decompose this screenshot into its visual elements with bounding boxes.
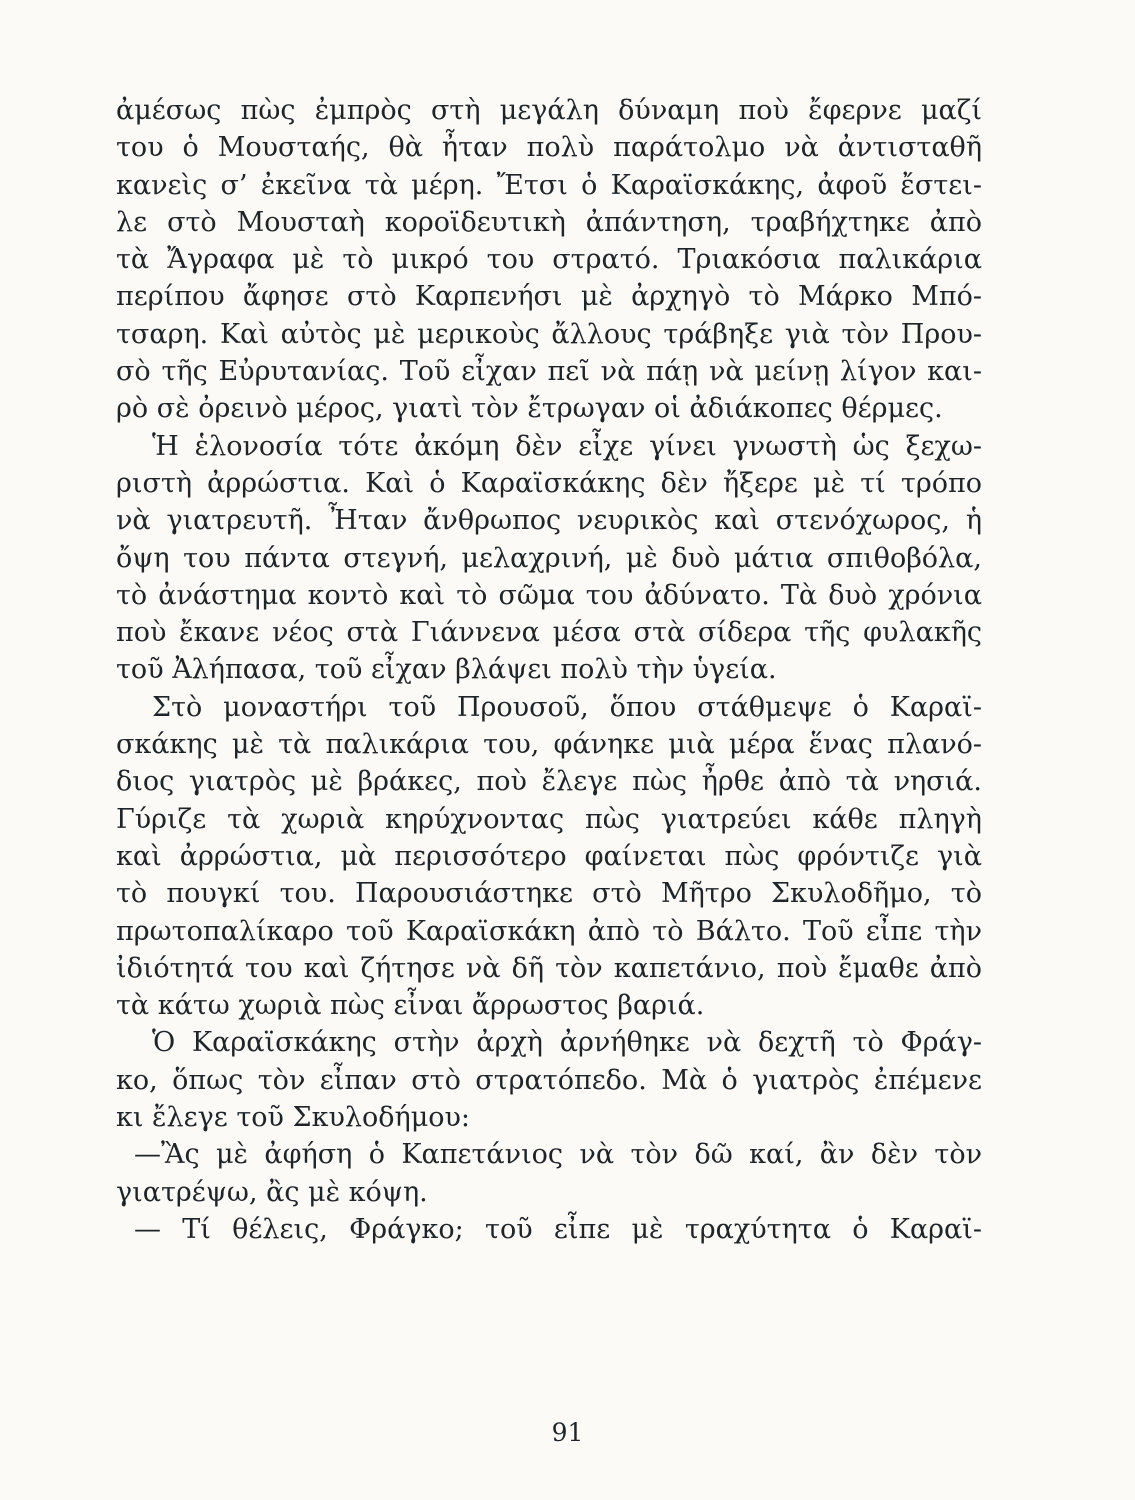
text-line: τὰ κάτω χωριὰ πὼς εἶναι ἄρρωστος βαριά.: [116, 990, 705, 1022]
text-line: Γύριζε τὰ χωριὰ κηρύχνοντας πὼς γιατρεύει κάθε πληγὴ: [116, 803, 982, 835]
text-line: τὸ πουγκί του. Παρουσιάστηκε στὸ Μῆτρο Σκυλοδῆμο, τὸ: [116, 878, 982, 910]
text-line: σκάκης μὲ τὰ παλικάρια του, φάνηκε μιὰ μέρα ἕνας πλανό-: [116, 729, 982, 761]
text-line: τοῦ Ἀλήπασα, τοῦ εἶχαν βλάψει πολὺ τὴν ὑγεία.: [116, 654, 777, 686]
text-line: του ὁ Μουσταής, θὰ ἦταν πολὺ παράτολμο νὰ ἀντισταθῆ: [116, 132, 982, 164]
text-line: Ἡ ἑλονοσία τότε ἀκόμη δὲν εἶχε γίνει γνωστὴ ὡς ξεχω-: [152, 430, 982, 462]
text-line: λε στὸ Μουσταὴ κοροϊδευτικὴ ἀπάντηση, τραβήχτηκε ἀπὸ: [116, 206, 982, 238]
text-line: ριστὴ ἀρρώστια. Καὶ ὁ Καραϊσκάκης δὲν ἤξερε μὲ τί τρόπο: [116, 467, 982, 499]
text-line: περίπου ἄφησε στὸ Καρπενήσι μὲ ἀρχηγὸ τὸ Μάρκο Μπό-: [116, 281, 982, 313]
body-text: [116, 92, 982, 1248]
text-line: —Ἂς μὲ ἀφήση ὁ Καπετάνιος νὰ τὸν δῶ καί, ἂν δὲν τὸν: [134, 1139, 982, 1171]
text-line: νὰ γιατρευτῆ. Ἦταν ἄνθρωπος νευρικὸς καὶ στενόχωρος, ἡ: [116, 505, 982, 537]
text-line: ἰδιότητά του καὶ ζήτησε νὰ δῆ τὸν καπετάνιο, ποὺ ἔμαθε ἀπὸ: [116, 952, 982, 984]
text-line: κο, ὅπως τὸν εἶπαν στὸ στρατόπεδο. Μὰ ὁ γιατρὸς ἐπέμενε: [116, 1064, 982, 1096]
text-line: ποὺ ἔκανε νέος στὰ Γιάννενα μέσα στὰ σίδερα τῆς φυλακῆς: [116, 617, 982, 649]
text-line: τὸ ἀνάστημα κοντὸ καὶ τὸ σῶμα του ἀδύνατο. Τὰ δυὸ χρόνια: [116, 579, 982, 611]
text-line: ρὸ σὲ ὀρεινὸ μέρος, γιατὶ τὸν ἔτρωγαν οἱ ἀδιάκοπες θέρμες.: [116, 393, 943, 425]
text-line: ὄψη του πάντα στεγνή, μελαχρινή, μὲ δυὸ μάτια σπιθοβόλα,: [116, 542, 982, 574]
text-line: ἀμέσως πὼς ἐμπρὸς στὴ μεγάλη δύναμη ποὺ ἔφερνε μαζί: [116, 95, 982, 126]
text-line: τσαρη. Καὶ αὐτὸς μὲ μερικοὺς ἄλλους τράβηξε γιὰ τὸν Πρου-: [116, 318, 982, 350]
text-line: σὸ τῆς Εὐρυτανίας. Τοῦ εἶχαν πεῖ νὰ πάῃ νὰ μείνῃ λίγον και-: [116, 356, 982, 388]
text-line: καὶ ἀρρώστια, μὰ περισσότερο φαίνεται πὼς φρόντιζε γιὰ: [116, 840, 982, 872]
text-line: κι ἔλεγε τοῦ Σκυλοδήμου:: [116, 1102, 471, 1134]
text-line: διος γιατρὸς μὲ βράκες, ποὺ ἔλεγε πὼς ἦρθε ἀπὸ τὰ νησιά.: [116, 766, 982, 798]
text-line: Ὁ Καραϊσκάκης στὴν ἀρχὴ ἀρνήθηκε νὰ δεχτῆ τὸ Φράγ-: [152, 1027, 982, 1059]
text-line: πρωτοπαλίκαρο τοῦ Καραϊσκάκη ἀπὸ τὸ Βάλτο. Τοῦ εἶπε τὴν: [116, 915, 982, 947]
text-line: κανεὶς σ’ ἐκεῖνα τὰ μέρη. Ἔτσι ὁ Καραϊσκάκης, ἀφοῦ ἔστει-: [116, 169, 982, 201]
page-number: 91: [551, 1418, 584, 1447]
text-line: Στὸ μοναστήρι τοῦ Προυσοῦ, ὅπου στάθμεψε ὁ Καραϊ-: [152, 691, 982, 723]
text-line: τὰ Ἄγραφα μὲ τὸ μικρό του στρατό. Τριακόσια παλικάρια: [116, 244, 982, 276]
text-line: γιατρέψω, ἂς μὲ κόψη.: [116, 1176, 428, 1208]
text-line: — Τί θέλεις, Φράγκο; τοῦ εἶπε μὲ τραχύτητα ὁ Καραϊ-: [134, 1213, 982, 1245]
